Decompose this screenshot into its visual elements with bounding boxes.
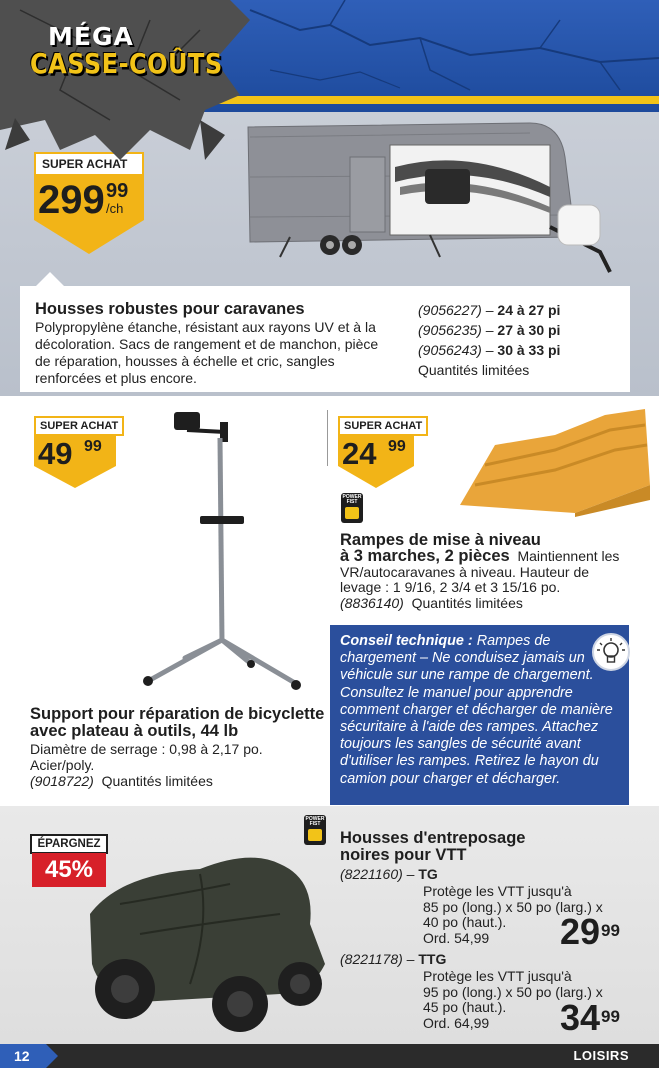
product-description: Diamètre de serrage : 0,98 à 2,17 po. Acier/poly. (9018722) Quantités limitées [30,741,263,789]
product-title: Housses d'entreposage noires pour VTT [340,829,526,864]
price-arrow [338,436,414,488]
variant-price: $29^{99}$ [560,911,620,952]
limited-quantity: Quantités limitées [101,773,213,789]
super-achat-badge [34,152,144,254]
badge-label: SUPER ACHAT [34,416,124,436]
product-description: à 3 marches, 2 pièces Maintiennent les VR/autocaravanes à niveau. Hauteur de levage : 1 9/16, 2 3/4 et 3 15/16 po. (8836140) Quantités limitées [340,547,620,611]
price-cents: 99 [84,438,102,455]
page-number: 12 [14,1048,30,1064]
trailer-info-box [20,286,630,392]
variant-sku-line: (8221160) – TG [340,866,438,882]
broken-rock-graphic [0,0,270,165]
travel-trailer-image [230,117,650,292]
sku-list [418,300,560,380]
price-cents: 99 [388,438,406,455]
tip-text: Conseil technique : Rampes de chargement – Ne conduisez jamais un véhicule sur une rampe de chargement. Consultez le manuel pour apprendre comment charger et décharger de manière sécuritaire à l'aide des rampes. Attachez toujours les sangles de sécurité avant d'utiliser les rampes. Retirez le hayon du camion pour charger et décharger. [340,633,613,787]
limited-quantity: Quantités limitées [411,594,523,611]
price-dollars: 24 [342,436,377,471]
variant-description: Protège les VTT jusqu'à 95 po (long.) x 50 po (larg.) x 45 po (haut.). Ord. 64,99 [423,968,603,1031]
badge-label: SUPER ACHAT [338,416,428,436]
sku: (8836140) [340,594,404,611]
badge-label: SUPER ACHAT [34,152,144,176]
atv-cover-image [80,844,340,1034]
product-title: Support pour réparation de bicyclette avec plateau à outils, 44 lb [30,705,325,740]
page-footer [0,1044,659,1068]
savings-label: ÉPARGNEZ [30,834,108,854]
sku-row: (9056235) – 27 à 30 pi [418,322,561,338]
variant-description: Protège les VTT jusqu'à 85 po (long.) x 50 po (larg.) x 40 po (haut.). Ord. 54,99 [423,883,603,946]
price-dollars: 49 [38,436,73,471]
super-achat-badge [34,416,124,488]
savings-percent: 45% [32,853,106,887]
power-fist-logo: POWER FIST [304,815,326,845]
technical-tip-box [330,625,629,805]
sku: (9018722) [30,773,94,789]
variant-sku-line: (8221178) – TTG [340,951,447,967]
price-arrow [34,176,144,254]
savings-badge [30,834,108,890]
logo-casse-couts: CASSE-COÛTS [30,47,223,81]
product-description: Polypropylène étanche, résistant aux rayons UV et à la décoloration. Sacs de rangement et de manchon, pièce de réparation, housses à échelle et cric, sangles renforcées et plus encore. [35,319,379,386]
sku-row: (9056227) – 24 à 27 pi [418,302,561,318]
logo-mega: MÉGA [48,22,134,51]
power-fist-logo: POWER FIST [341,493,363,523]
info-notch [36,272,64,286]
super-achat-badge [338,416,428,488]
bike-stand-image [130,408,330,698]
product-title: Rampes de mise à niveau [340,531,541,549]
price-cents: 99 [106,180,129,202]
leveling-ramp-image [455,405,655,517]
sku-row: (9056243) – 30 à 33 pi [418,342,561,358]
section-name: LOISIRS [573,1048,629,1063]
variant-price: $34^{99}$ [560,997,620,1038]
price-dollars: 299 [38,178,105,222]
column-divider [327,410,328,466]
price-arrow [34,436,116,488]
price-unit: /ch [106,201,124,216]
limited-quantity: Quantités limitées [418,362,530,378]
product-title: Housses robustes pour caravanes [35,300,305,318]
